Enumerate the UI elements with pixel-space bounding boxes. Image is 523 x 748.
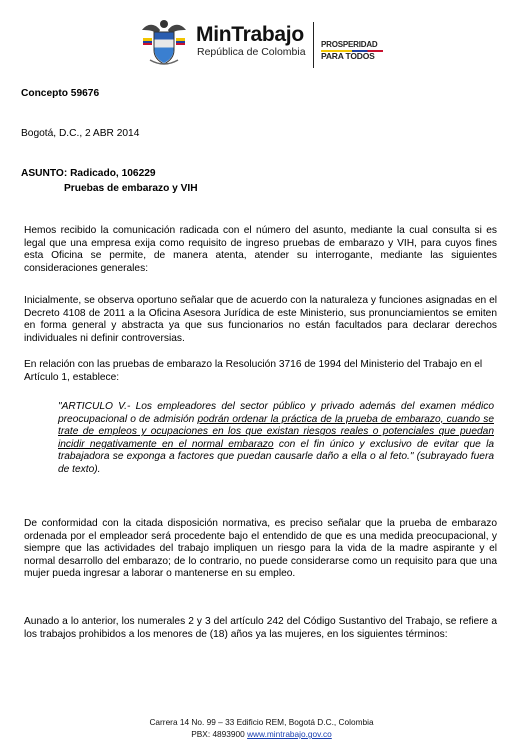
brand-block xyxy=(196,24,306,58)
quote-underlined: podrán ordenar la práctica de la prueba de embarazo, cuando se trate de empleos y ocupaciones en los que existan riesgos reales o potenciales que puedan incidir negativamente en el normal embarazo xyxy=(58,413,494,450)
header-logo xyxy=(138,16,398,72)
slogan-logo xyxy=(321,40,383,61)
paragraph-conformity: De conformidad con la citada disposición normativa, es preciso señalar que la prueba de embarazo ordenada por el empleador será procedente bajo el entendido de que es una medida preocupacional, y siempre que las actividades del trabajo impliquen un riesgo para la vida de la madre aspirante y el normal desarrollo del embarazo; de lo contrario, no puede considerarse como un requisito para que una mujer pueda ingresar a laborar o mantenerse en su empleo. xyxy=(24,518,497,580)
footer-website-link[interactable]: www.mintrabajo.gov.co xyxy=(247,729,332,739)
paragraph-legal-basis: Inicialmente, se observa oportuno señalar que de acuerdo con la naturaleza y funciones asignadas en el Decreto 4108 de 2011 a la Oficina Asesora Jurídica de este Ministerio, sus pronunciamientos se emiten en forma general y abstracta ya que sus funcionarios no están facultados para declarar derechos individuales ni definir controversias. xyxy=(24,295,497,344)
footer-pbx: PBX: 4893900 xyxy=(191,729,248,739)
slogan-line2: PARA TODOS xyxy=(321,51,375,61)
slogan-line1: PROSPERIDAD xyxy=(321,40,378,49)
subject-label: ASUNTO xyxy=(21,168,64,179)
quoted-article xyxy=(58,401,494,477)
footer-contact xyxy=(0,729,523,740)
header-divider xyxy=(313,22,314,68)
document-date: Bogotá, D.C., 2 ABR 2014 xyxy=(21,128,140,139)
concept-number: Concepto 59676 xyxy=(21,88,100,99)
subject-value: : Radicado, 106229 xyxy=(63,168,156,179)
subject-detail: Pruebas de embarazo y VIH xyxy=(64,183,198,194)
quote-part-b: con el fin único y exclusivo de evitar que la trabajadora se exponga a factores que puedan causarle daño a ella o al feto." (subrayado fuera de texto). xyxy=(58,438,495,475)
colombia-coat-of-arms-icon xyxy=(138,16,190,70)
paragraph-article-242: Aunado a lo anterior, los numerales 2 y 3 del artículo 242 del Código Sustantivo del Trabajo, se refiere a los trabajos prohibidos a los menores de (18) años ya las mujeres, en los siguientes términos: xyxy=(24,616,497,640)
brand-subtitle: República de Colombia xyxy=(197,46,306,58)
paragraph-intro: Hemos recibido la comunicación radicada con el número del asunto, mediante la cual consulta si es legal que una empresa exija como requisito de ingreso pruebas de embarazo y VIH, para cuyos fines esta Oficina se permite, de manera atenta, atender su interrogante, mediante las siguientes consideraciones generales: xyxy=(24,225,497,274)
paragraph-resolution: En relación con las pruebas de embarazo la Resolución 3716 de 1994 del Ministerio del Trabajo en el Artículo 1, establece: xyxy=(24,359,483,383)
footer-address: Carrera 14 No. 99 – 33 Edificio REM, Bogotá D.C., Colombia xyxy=(149,717,374,727)
brand-name: MinTrabajo xyxy=(196,23,304,46)
quote-part-a: "ARTICULO V.- Los empleadores del sector público y privado además del examen médico preocupacional o de admisión xyxy=(58,401,494,425)
subject-line xyxy=(21,168,156,181)
